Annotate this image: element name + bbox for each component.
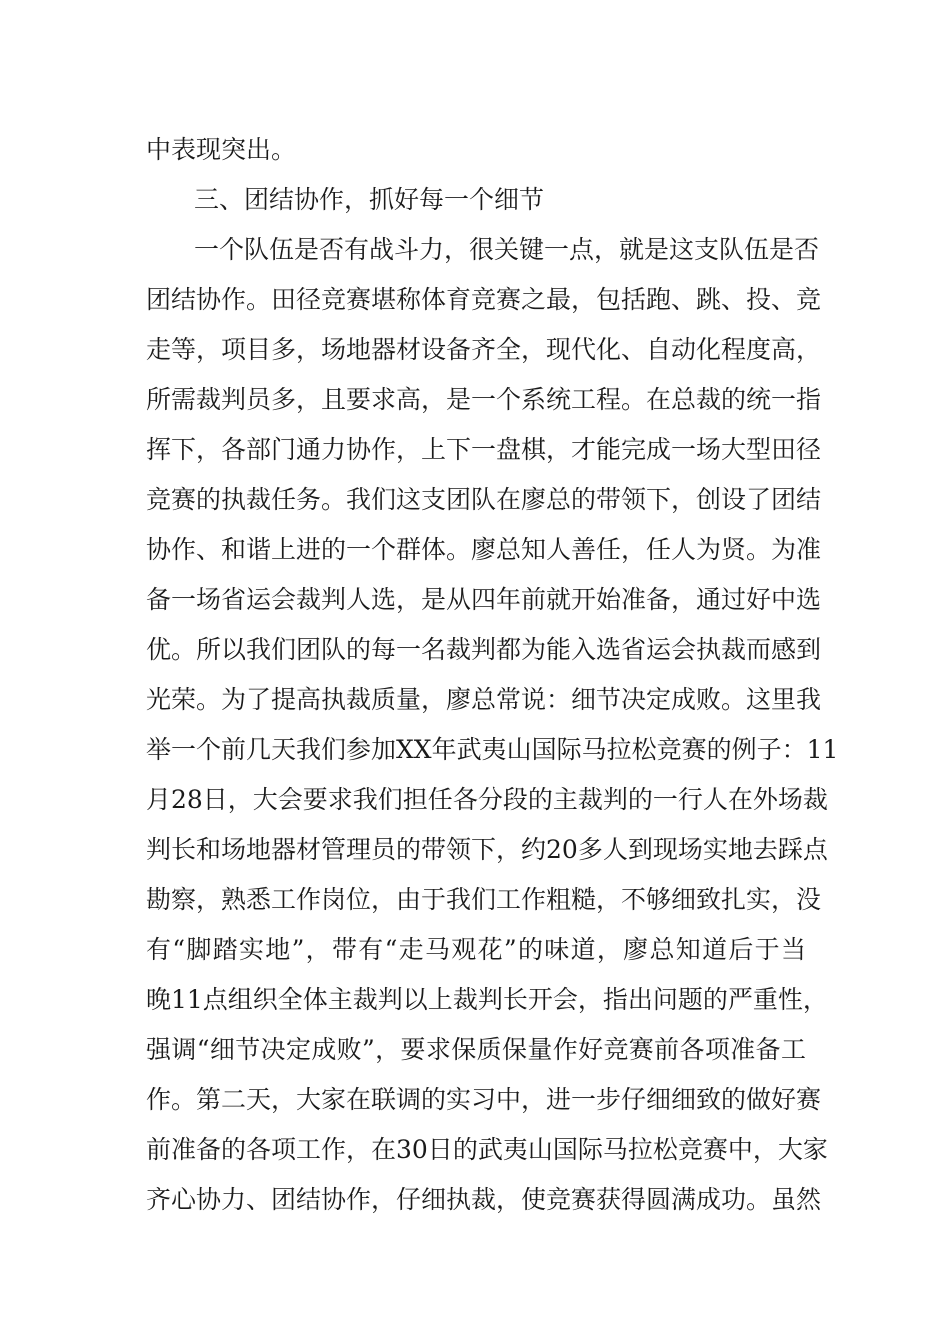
text-line-7: 挥下，各部门通力协作，上下一盘棋，才能完成一场大型田径 bbox=[146, 435, 822, 464]
text-line-11: 优。所以我们团队的每一名裁判都为能入选省运会执裁而感到 bbox=[146, 635, 822, 664]
text-line-14: 月28日，大会要求我们担任各分段的主裁判的一行人在外场裁 bbox=[146, 785, 828, 814]
text-line-10: 备一场省运会裁判人选，是从四年前就开始准备，通过好中选 bbox=[146, 585, 822, 614]
text-line-12: 光荣。为了提高执裁质量，廖总常说：细节决定成败。这里我 bbox=[146, 685, 822, 714]
text-line-15: 判长和场地器材管理员的带领下，约20多人到现场实地去踩点 bbox=[146, 835, 828, 864]
text-line-4: 团结协作。田径竞赛堪称体育竞赛之最，包括跑、跳、投、竞 bbox=[146, 285, 822, 314]
text-line-20: 作。第二天，大家在联调的实习中，进一步仔细细致的做好赛 bbox=[146, 1085, 822, 1114]
text-line-17: 有“脚踏实地”，带有“走马观花”的味道，廖总知道后于当 bbox=[146, 935, 806, 964]
text-line-13: 举一个前几天我们参加XX年武夷山国际马拉松竞赛的例子：11 bbox=[146, 735, 839, 764]
text-line-16: 勘察，熟悉工作岗位，由于我们工作粗糙，不够细致扎实，没 bbox=[146, 885, 822, 914]
text-line-3: 一个队伍是否有战斗力，很关键一点，就是这支队伍是否 bbox=[194, 235, 820, 264]
section-heading: 三、团结协作，抓好每一个细节 bbox=[194, 185, 545, 214]
text-line-22: 齐心协力、团结协作，仔细执裁，使竞赛获得圆满成功。虽然 bbox=[146, 1185, 822, 1214]
text-line-6: 所需裁判员多，且要求高，是一个系统工程。在总裁的统一指 bbox=[146, 385, 822, 414]
text-line-1: 中表现突出。 bbox=[146, 135, 297, 164]
text-line-21: 前准备的各项工作，在30日的武夷山国际马拉松竞赛中，大家 bbox=[146, 1135, 828, 1164]
text-line-19: 强调“细节决定成败”，要求保质保量作好竞赛前各项准备工 bbox=[146, 1035, 806, 1064]
text-line-18: 晚11点组织全体主裁判以上裁判长开会，指出问题的严重性， bbox=[146, 985, 828, 1014]
text-line-9: 协作、和谐上进的一个群体。廖总知人善任，任人为贤。为准 bbox=[146, 535, 822, 564]
text-line-5: 走等，项目多，场地器材设备齐全，现代化、自动化程度高， bbox=[146, 335, 822, 364]
text-line-8: 竞赛的执裁任务。我们这支团队在廖总的带领下，创设了团结 bbox=[146, 485, 822, 514]
